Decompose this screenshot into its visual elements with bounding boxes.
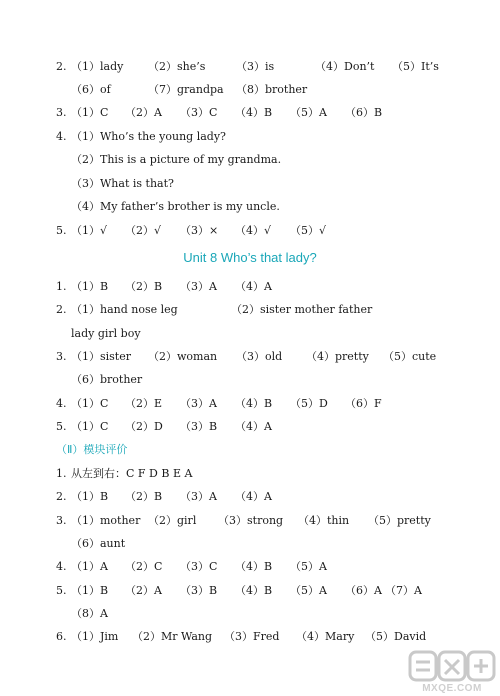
watermark-logo: MXQE.COM <box>408 650 496 694</box>
answer-item: （3）B <box>180 420 218 433</box>
answer-item: （4）Mary <box>296 630 355 643</box>
answer-item: （4）B <box>235 397 273 410</box>
answer-item: （2）woman <box>148 350 218 363</box>
answer-item: （5）√ <box>290 224 327 237</box>
answer-item: （1）lady <box>71 60 124 73</box>
answer-item: （5）A <box>290 106 327 119</box>
answer-item: （2）Mr Wang <box>132 630 213 643</box>
answer-item: （3）Fred <box>224 630 280 643</box>
answer-item: （2）D <box>125 420 163 433</box>
answer-item: （2）C <box>125 560 163 573</box>
answer-item: （3）A <box>180 397 217 410</box>
answer-item: （3）× <box>180 224 219 237</box>
answer-item: （2）This is a picture of my grandma. <box>71 153 282 166</box>
question-number: 5. <box>56 584 67 597</box>
answer-item: （3）C <box>180 560 218 573</box>
answer-item: （5）It’s <box>392 60 439 73</box>
answer-item: （4）A <box>235 280 272 293</box>
question-number: 4. <box>56 397 67 410</box>
answer-item: （4）My father’s brother is my uncle. <box>71 200 280 213</box>
question-number: 3. <box>56 350 67 363</box>
answer-item: （2）B <box>125 490 163 503</box>
answer-item: （8）A <box>71 607 108 620</box>
question-number: 1. <box>56 280 67 293</box>
question-number: 4. <box>56 130 67 143</box>
answer-item: （4）B <box>235 106 273 119</box>
question-number: 6. <box>56 630 67 643</box>
answer-item: （4）Don’t <box>315 60 375 73</box>
answer-item: （2）A <box>125 584 162 597</box>
answer-item: （7）grandpa <box>148 83 224 96</box>
answer-item: （3）What is that? <box>71 177 174 190</box>
answer-item: （4）thin <box>298 514 350 527</box>
question-number: 4. <box>56 560 67 573</box>
answer-item: （4）A <box>235 490 272 503</box>
answer-item: （3）A <box>180 280 217 293</box>
answer-item: （1）B <box>71 584 109 597</box>
answer-item: （6）aunt <box>71 537 126 550</box>
answer-item: （4）B <box>235 584 273 597</box>
question-number: 2. <box>56 60 67 73</box>
answer-item: （5）David <box>365 630 427 643</box>
answer-item: （8）brother <box>236 83 308 96</box>
answer-item: （3）A <box>180 490 217 503</box>
answer-item: （3）B <box>180 584 218 597</box>
answer-item: （1）C <box>71 106 109 119</box>
answer-item: （1）Who’s the young lady? <box>71 130 226 143</box>
answer-item: （1）C <box>71 397 109 410</box>
answer-item: （6）brother <box>71 373 143 386</box>
answer-item: （4）B <box>235 560 273 573</box>
answer-item: （4）pretty <box>306 350 369 363</box>
question-number: 5. <box>56 420 67 433</box>
answer-item: （3）old <box>236 350 283 363</box>
answer-item: （2）√ <box>125 224 162 237</box>
answer-item: （1）mother <box>71 514 141 527</box>
section-label: （Ⅱ）模块评价 <box>56 443 128 456</box>
answer-item: （1）B <box>71 490 109 503</box>
answer-item: （1）C <box>71 420 109 433</box>
question-number: 5. <box>56 224 67 237</box>
answer-item: （2）B <box>125 280 163 293</box>
question-number: 2. <box>56 303 67 316</box>
question-number: 3. <box>56 514 67 527</box>
answer-item: （5）cute <box>383 350 437 363</box>
answer-item: 从左到右：C F D B E A <box>71 467 193 480</box>
answer-item: （1）B <box>71 280 109 293</box>
answer-item: （1）√ <box>71 224 108 237</box>
answer-item: （3）is <box>236 60 275 73</box>
answer-item: （6）of <box>71 83 111 96</box>
question-number: 3. <box>56 106 67 119</box>
answer-item: （3）strong <box>218 514 284 527</box>
answer-item: （5）D <box>290 397 328 410</box>
answer-item: （5）A <box>290 584 327 597</box>
answer-item: （1）hand nose leg <box>71 303 178 316</box>
answer-item: （1）A <box>71 560 108 573</box>
answer-item: （2）she’s <box>148 60 206 73</box>
answer-item: （2）E <box>125 397 163 410</box>
question-number: 2. <box>56 490 67 503</box>
answer-item: （2）A <box>125 106 162 119</box>
answer-item: lady girl boy <box>71 327 141 340</box>
question-number: 1. <box>56 467 67 480</box>
answer-item: （2）sister mother father <box>231 303 373 316</box>
answer-item: （7）A <box>385 584 422 597</box>
answer-item: （5）A <box>290 560 327 573</box>
answer-item: （3）C <box>180 106 218 119</box>
answer-item: （6）B <box>345 106 383 119</box>
answer-item: （5）pretty <box>368 514 431 527</box>
answer-item: （2）girl <box>148 514 197 527</box>
answer-item: （4）A <box>235 420 272 433</box>
answer-item: （6）A <box>345 584 382 597</box>
answer-item: （4）√ <box>235 224 272 237</box>
answer-item: （6）F <box>345 397 382 410</box>
answer-item: （1）Jim <box>71 630 119 643</box>
answer-item: （1）sister <box>71 350 131 363</box>
unit-heading: Unit 8 Who’s that lady? <box>183 250 317 265</box>
